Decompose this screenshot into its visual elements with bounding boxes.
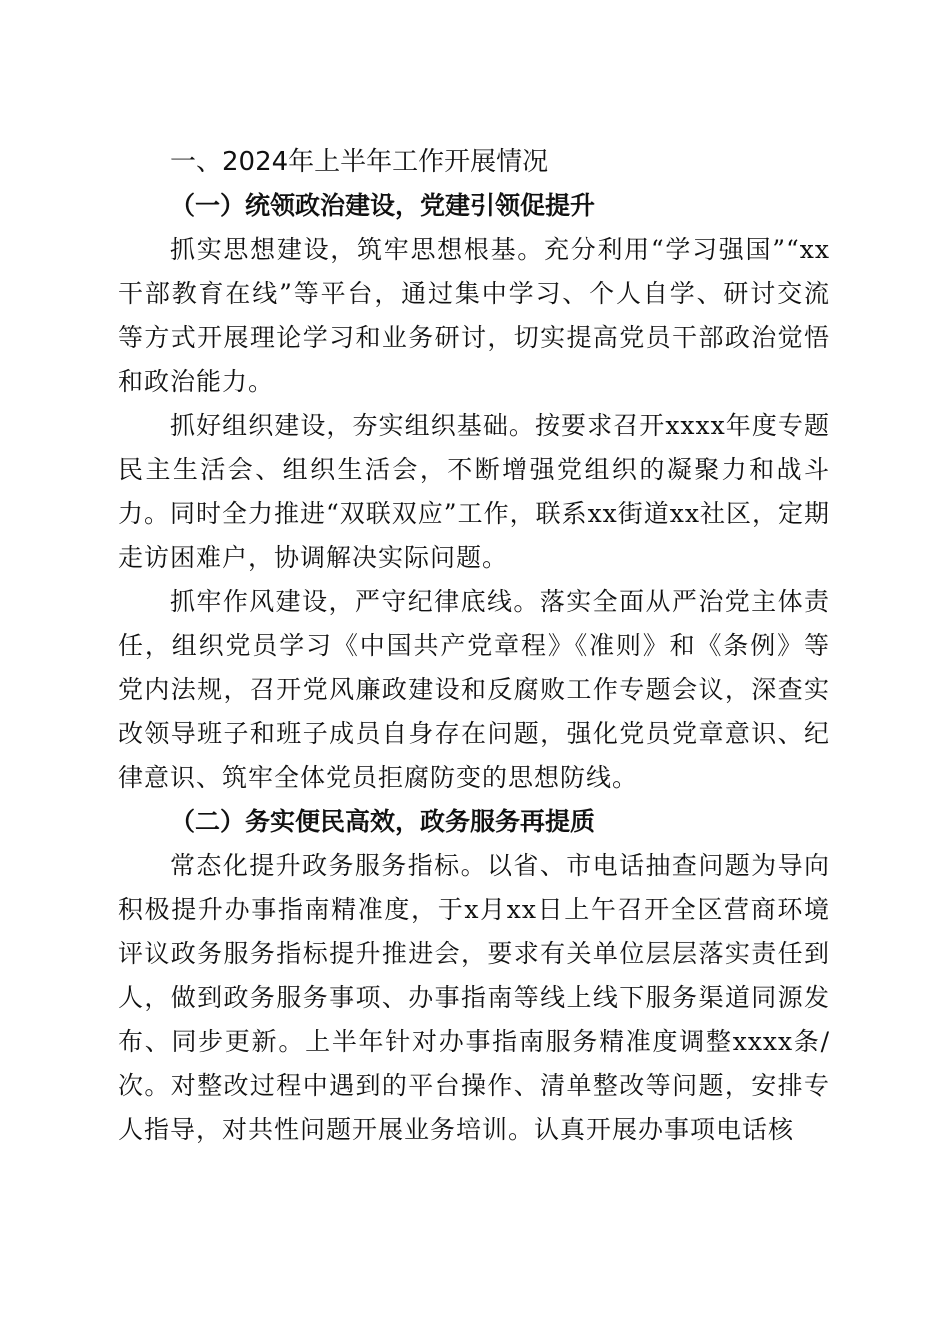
paragraph: 常态化提升政务服务指标。以省、市电话抽查问题为导向积极提升办事指南精准度，于x月xx日上午召开全区营商环境评议政务服务指标提升推进会，要求有关单位层层落实责任到人，做到政务服务事项、办事指南等线上线下服务渠道同源发布、同步更新。上半年针对办事指南服务精准度调整xxxx条/次。对整改过程中遇到的平台操作、清单整改等问题，安排专人指导，对共性问题开展业务培训。认真开展办事项电话核 — [118, 851, 830, 1144]
paragraph: 抓实思想建设，筑牢思想根基。充分利用“学习强国”“xx干部教育在线”等平台，通过集中学习、个人自学、研讨交流等方式开展理论学习和业务研讨，切实提高党员干部政治觉悟和政治能力。 — [118, 235, 830, 396]
paragraph: 抓牢作风建设，严守纪律底线。落实全面从严治党主体责任，组织党员学习《中国共产党章程》《准则》和《条例》等党内法规，召开党风廉政建设和反腐败工作专题会议，深查实改领导班子和班子成员自身存在问题，强化党员党章意识、纪律意识、筑牢全体党员拒腐防变的思想防线。 — [118, 587, 830, 792]
section-heading-1: （一）统领政治建设，党建引领促提升 — [170, 191, 596, 220]
main-heading: 一、2024年上半年工作开展情况 — [170, 147, 549, 177]
document-body — [118, 140, 830, 1152]
section-heading-2: （二）务实便民高效，政务服务再提质 — [170, 807, 596, 836]
paragraph: 抓好组织建设，夯实组织基础。按要求召开xxxx年度专题民主生活会、组织生活会，不断增强党组织的凝聚力和战斗力。同时全力推进“双联双应”工作，联系xx街道xx社区，定期走访困难户，协调解决实际问题。 — [118, 411, 830, 572]
